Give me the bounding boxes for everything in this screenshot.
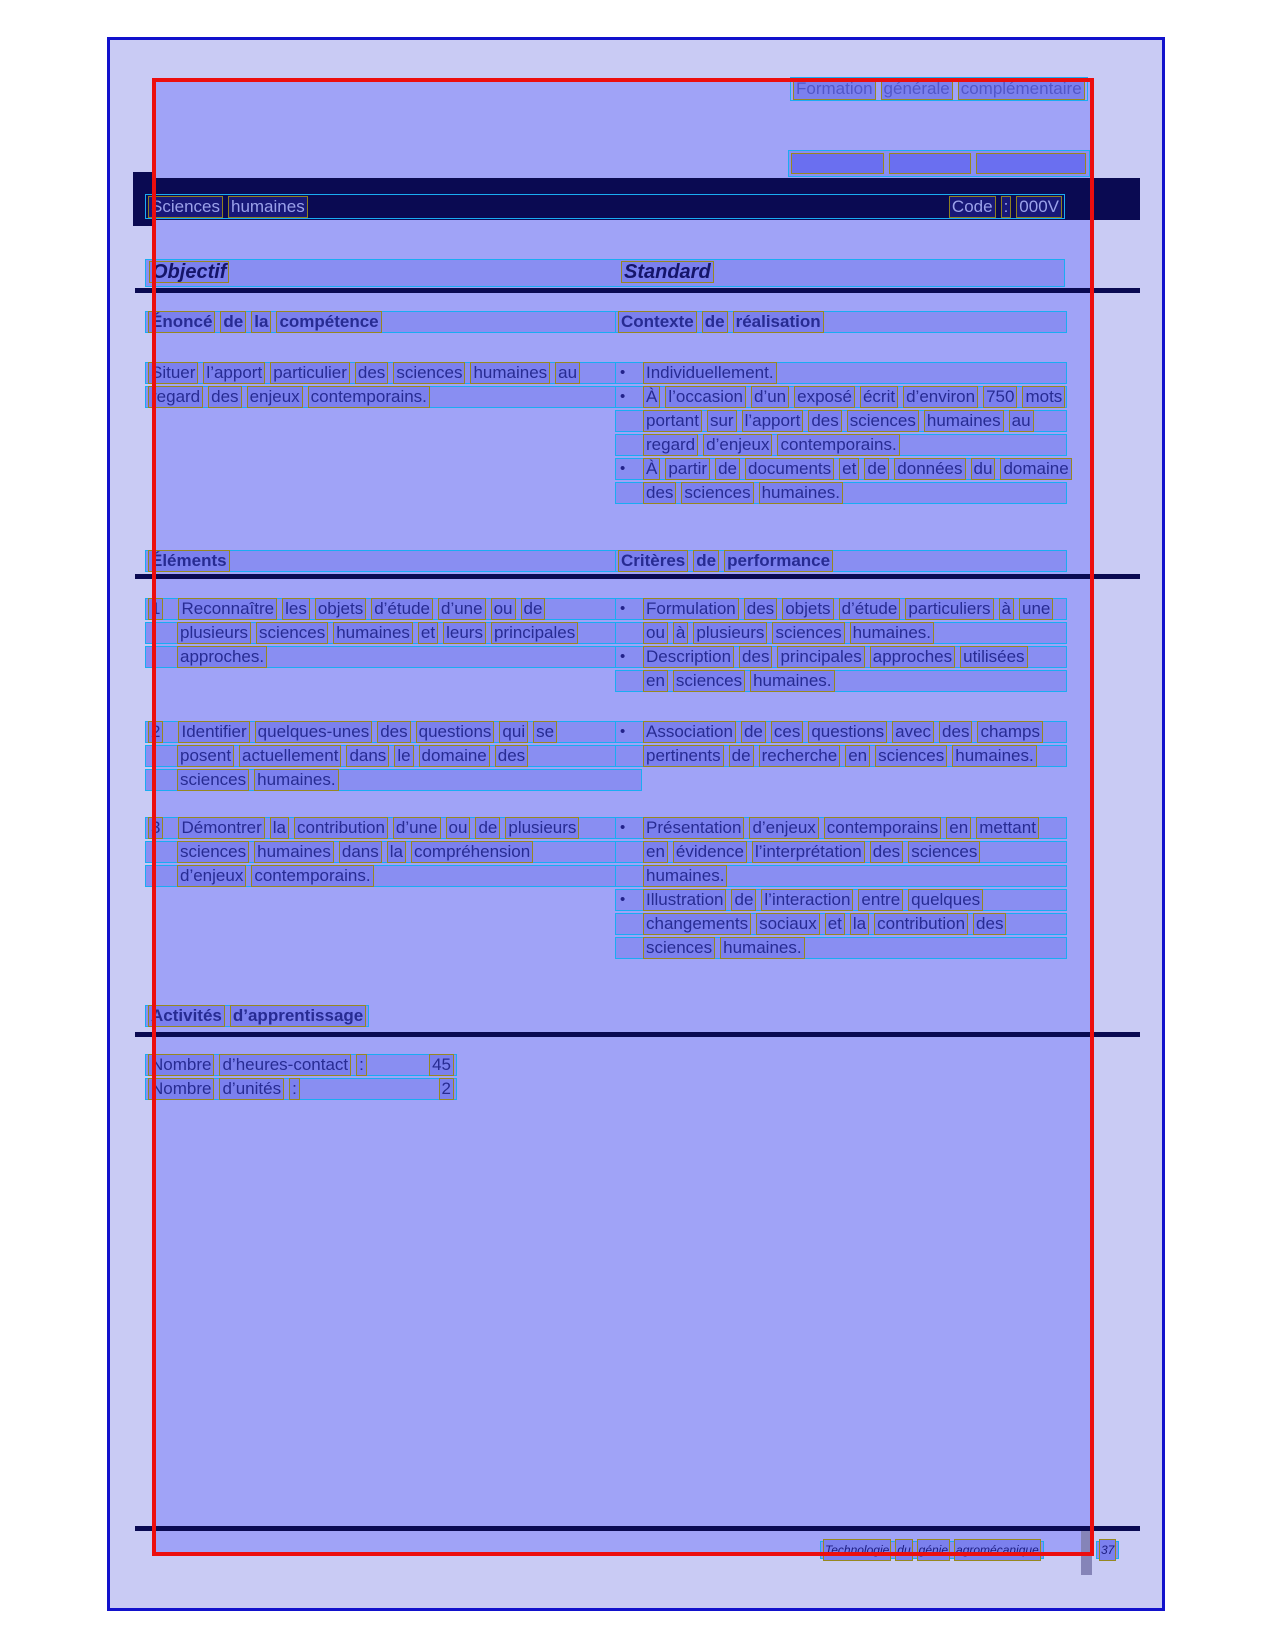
word: changements	[643, 913, 751, 935]
blank-annotation-box	[791, 153, 884, 174]
word: contemporains.	[251, 865, 373, 887]
word: pertinents	[643, 745, 724, 767]
word: de	[220, 311, 246, 333]
word: sciences	[177, 841, 249, 863]
word: humaines	[470, 362, 550, 384]
word: humaines.	[643, 865, 727, 887]
word: sciences	[847, 410, 919, 432]
text-line	[615, 913, 1067, 935]
hours-contact-row	[145, 1054, 457, 1076]
bullet-icon: •	[620, 600, 626, 617]
criteres-heading-block	[615, 550, 1067, 574]
bullet-icon: •	[620, 364, 626, 381]
course-code	[949, 196, 1062, 218]
word: sciences	[643, 937, 715, 959]
word: principales	[491, 622, 578, 644]
word: regard	[148, 386, 203, 408]
word: actuellement	[239, 745, 341, 767]
text-line	[615, 622, 1067, 644]
element-item-2	[145, 721, 642, 793]
text-line	[615, 598, 1067, 620]
element-item-1	[145, 598, 642, 670]
word: de	[702, 311, 728, 333]
word: contemporains	[824, 817, 942, 839]
word: à	[673, 622, 688, 644]
word: portant	[643, 410, 702, 432]
word: de	[729, 745, 754, 767]
word: sciences	[256, 622, 328, 644]
word: :	[289, 1078, 300, 1100]
word: plusieurs	[693, 622, 767, 644]
footer-divider	[135, 1526, 1140, 1531]
word: humaines	[333, 622, 413, 644]
word: la	[850, 913, 869, 935]
word: dans	[339, 841, 382, 863]
activites-heading-block	[145, 1005, 369, 1029]
word: quelques-unes	[255, 721, 373, 743]
word: réalisation	[733, 311, 824, 333]
word: Individuellement.	[643, 362, 777, 384]
word: la	[387, 841, 406, 863]
word: 2	[148, 721, 163, 743]
word: Objectif	[149, 261, 229, 283]
criteres-heading	[615, 550, 1067, 572]
word: sciences	[772, 622, 844, 644]
word: des	[355, 362, 388, 384]
word: partir	[665, 458, 710, 480]
contexte-bullet-list	[615, 362, 1067, 506]
bullet-icon: •	[620, 648, 626, 665]
word: avec	[892, 721, 934, 743]
word: d’un	[751, 386, 789, 408]
bullet-icon: •	[620, 460, 626, 477]
word: au	[555, 362, 580, 384]
word: sciences	[908, 841, 980, 863]
text-line	[615, 362, 1067, 384]
word: 2	[439, 1078, 454, 1100]
word: d’une	[438, 598, 486, 620]
word: contemporains.	[308, 386, 430, 408]
word: une	[1019, 598, 1053, 620]
word: Situer	[148, 362, 198, 384]
word: l’interprétation	[752, 841, 865, 863]
text-line	[615, 745, 1067, 767]
word: le	[394, 745, 413, 767]
text-line	[145, 362, 642, 384]
word: questions	[416, 721, 495, 743]
standard-header	[621, 261, 714, 283]
word: Éléments	[148, 550, 230, 572]
word: posent	[177, 745, 234, 767]
word: Reconnaître	[178, 598, 277, 620]
word: écrit	[860, 386, 898, 408]
word: utilisées	[960, 646, 1027, 668]
word: données	[894, 458, 965, 480]
word: 1	[148, 598, 163, 620]
word: sciences	[673, 670, 745, 692]
word: humaines.	[254, 769, 338, 791]
word: des	[643, 482, 676, 504]
word: enjeux	[247, 386, 303, 408]
word: génie	[917, 1539, 950, 1561]
word: des	[739, 646, 772, 668]
text-line	[615, 386, 1067, 408]
footer-doc-title-block	[820, 1541, 1044, 1561]
word: Code	[949, 196, 996, 218]
word: questions	[808, 721, 887, 743]
word: humaines	[254, 841, 334, 863]
word: Illustration	[643, 889, 726, 911]
word: compétence	[276, 311, 381, 333]
word: en	[845, 745, 870, 767]
word: des	[870, 841, 903, 863]
word: ou	[446, 817, 471, 839]
word: À	[643, 458, 660, 480]
word: de	[521, 598, 546, 620]
word: Description	[643, 646, 734, 668]
word: objets	[782, 598, 833, 620]
word: mots	[1022, 386, 1065, 408]
word: Formulation	[643, 598, 739, 620]
word: performance	[724, 550, 833, 572]
page-number	[1096, 1541, 1119, 1559]
word: sur	[707, 410, 737, 432]
text-line	[145, 386, 642, 408]
word: sociaux	[756, 913, 820, 935]
word: humaines.	[750, 670, 834, 692]
word: humaines.	[720, 937, 804, 959]
word: champs	[977, 721, 1043, 743]
text-line	[615, 458, 1067, 480]
word: des	[208, 386, 241, 408]
word: de	[864, 458, 889, 480]
word: la	[270, 817, 289, 839]
word: qui	[499, 721, 528, 743]
word: en	[946, 817, 971, 839]
word: d’heures-contact	[219, 1054, 351, 1076]
objectif-header	[149, 261, 229, 283]
section-divider	[135, 288, 1140, 293]
word: humaines.	[759, 482, 843, 504]
activites-heading	[145, 1005, 369, 1027]
word: Démontrer	[178, 817, 264, 839]
word: Nombre	[148, 1078, 214, 1100]
enonce-heading-block	[145, 311, 642, 335]
word: et	[825, 913, 845, 935]
word: la	[251, 311, 271, 333]
word: entre	[858, 889, 903, 911]
bullet-icon: •	[620, 723, 626, 740]
word: Contexte	[618, 311, 697, 333]
enonce-heading	[145, 311, 642, 333]
word: de	[715, 458, 740, 480]
word: à	[999, 598, 1014, 620]
word: l’interaction	[761, 889, 853, 911]
word: d’enjeux	[749, 817, 818, 839]
word: documents	[745, 458, 834, 480]
word: plusieurs	[177, 622, 251, 644]
text-line	[145, 745, 642, 767]
word: :	[1001, 196, 1012, 218]
word: quelques	[908, 889, 983, 911]
competence-statement	[145, 362, 642, 410]
word: humaines.	[952, 745, 1036, 767]
word: de	[693, 550, 719, 572]
word: du	[895, 1539, 912, 1561]
bullet-icon: •	[620, 388, 626, 405]
word: plusieurs	[505, 817, 579, 839]
word: ou	[643, 622, 668, 644]
word: évidence	[673, 841, 747, 863]
word: principales	[777, 646, 864, 668]
word: particulier	[270, 362, 350, 384]
word: d’unités	[219, 1078, 284, 1100]
text-line	[145, 1054, 457, 1076]
word: contribution	[874, 913, 968, 935]
word: approches	[870, 646, 955, 668]
text-line	[615, 865, 1067, 887]
contexte-heading	[615, 311, 1067, 333]
element-item-3	[145, 817, 642, 889]
word: leurs	[443, 622, 486, 644]
footer-page-number-block	[1096, 1541, 1119, 1561]
text-line	[615, 889, 1067, 911]
text-line	[145, 721, 642, 743]
text-line	[145, 817, 642, 839]
text-line	[615, 646, 1067, 668]
word: regard	[643, 434, 698, 456]
text-line	[145, 841, 642, 863]
word: particuliers	[905, 598, 993, 620]
word: de	[475, 817, 500, 839]
word: en	[643, 670, 668, 692]
text-line	[615, 721, 1067, 743]
section-divider	[135, 1032, 1140, 1037]
text-line	[615, 410, 1067, 432]
word: l’apport	[203, 362, 265, 384]
word: compréhension	[411, 841, 533, 863]
hours-units-block	[145, 1054, 457, 1102]
word: sciences	[177, 769, 249, 791]
paragraph-marker	[1081, 1531, 1092, 1575]
table-header-row	[145, 259, 1065, 287]
word: 3	[148, 817, 163, 839]
word: et	[418, 622, 438, 644]
text-line	[615, 841, 1067, 863]
text-line	[145, 598, 642, 620]
bullet-icon: •	[620, 819, 626, 836]
word: humaines	[228, 196, 308, 218]
units-row	[145, 1078, 457, 1100]
word: 45	[429, 1054, 454, 1076]
word: des	[939, 721, 972, 743]
word: les	[282, 598, 310, 620]
word: se	[533, 721, 557, 743]
word: Sciences	[148, 196, 223, 218]
word: d’apprentissage	[230, 1005, 366, 1027]
word: Formation	[793, 78, 876, 100]
criteria-list-1	[615, 598, 1067, 694]
word: :	[356, 1054, 367, 1076]
text-line	[615, 670, 1067, 692]
word: domaine	[1000, 458, 1071, 480]
word: et	[839, 458, 859, 480]
word: objets	[315, 598, 366, 620]
word: À	[643, 386, 660, 408]
contexte-heading-block	[615, 311, 1067, 335]
word: Technologie	[823, 1539, 891, 1561]
word: sciences	[393, 362, 465, 384]
word: de	[731, 889, 756, 911]
word: des	[744, 598, 777, 620]
word: contemporains.	[777, 434, 899, 456]
elements-heading-block	[145, 550, 642, 574]
word: Association	[643, 721, 736, 743]
footer-doc-title	[820, 1541, 1044, 1559]
text-line	[615, 937, 1067, 959]
blank-annotation-box	[976, 153, 1086, 174]
word: Nombre	[148, 1054, 214, 1076]
blank-annotation-row	[788, 150, 1090, 177]
text-line	[615, 817, 1067, 839]
header-program-name	[790, 77, 1088, 101]
word: en	[643, 841, 668, 863]
word: domaine	[419, 745, 490, 767]
word: d’environ	[903, 386, 978, 408]
word: 750	[983, 386, 1017, 408]
word: d’enjeux	[703, 434, 772, 456]
word: générale	[881, 78, 953, 100]
word: ces	[771, 721, 803, 743]
word: l’apport	[742, 410, 804, 432]
bullet-icon: •	[620, 891, 626, 908]
text-line	[615, 482, 1067, 504]
word: Critères	[618, 550, 688, 572]
course-title	[148, 196, 308, 218]
word: d’une	[393, 817, 441, 839]
word: exposé	[794, 386, 855, 408]
word: des	[377, 721, 410, 743]
word: 37	[1099, 1539, 1116, 1561]
text-line	[615, 434, 1067, 456]
criteria-list-3	[615, 817, 1067, 961]
word: Énoncé	[148, 311, 215, 333]
word: sciences	[681, 482, 753, 504]
word: dans	[346, 745, 389, 767]
blank-annotation-box	[889, 153, 971, 174]
word: recherche	[759, 745, 841, 767]
word: de	[741, 721, 766, 743]
text-line	[145, 622, 642, 644]
word: humaines	[924, 410, 1004, 432]
word: Présentation	[643, 817, 744, 839]
word: des	[808, 410, 841, 432]
word: Standard	[621, 261, 714, 283]
word: humaines.	[850, 622, 934, 644]
word: l’occasion	[665, 386, 746, 408]
word: mettant	[976, 817, 1039, 839]
word: d’étude	[839, 598, 901, 620]
word: Activités	[148, 1005, 225, 1027]
text-line	[145, 865, 642, 887]
word: au	[1009, 410, 1034, 432]
word: du	[971, 458, 996, 480]
word: Identifier	[178, 721, 249, 743]
text-line	[145, 646, 642, 668]
text-line	[145, 1078, 457, 1100]
word: sciences	[875, 745, 947, 767]
elements-heading	[145, 550, 642, 572]
word: d’enjeux	[177, 865, 246, 887]
word: des	[973, 913, 1006, 935]
word: d’étude	[371, 598, 433, 620]
word: contribution	[294, 817, 388, 839]
word: approches.	[177, 646, 267, 668]
word: 000V	[1016, 196, 1062, 218]
title-bar-line	[145, 194, 1065, 219]
section-divider	[135, 574, 1140, 579]
word: des	[495, 745, 528, 767]
word: ou	[491, 598, 516, 620]
word: complémentaire	[958, 78, 1085, 100]
criteria-list-2	[615, 721, 1067, 769]
word: agromécanique	[954, 1539, 1041, 1561]
text-line	[145, 769, 642, 791]
